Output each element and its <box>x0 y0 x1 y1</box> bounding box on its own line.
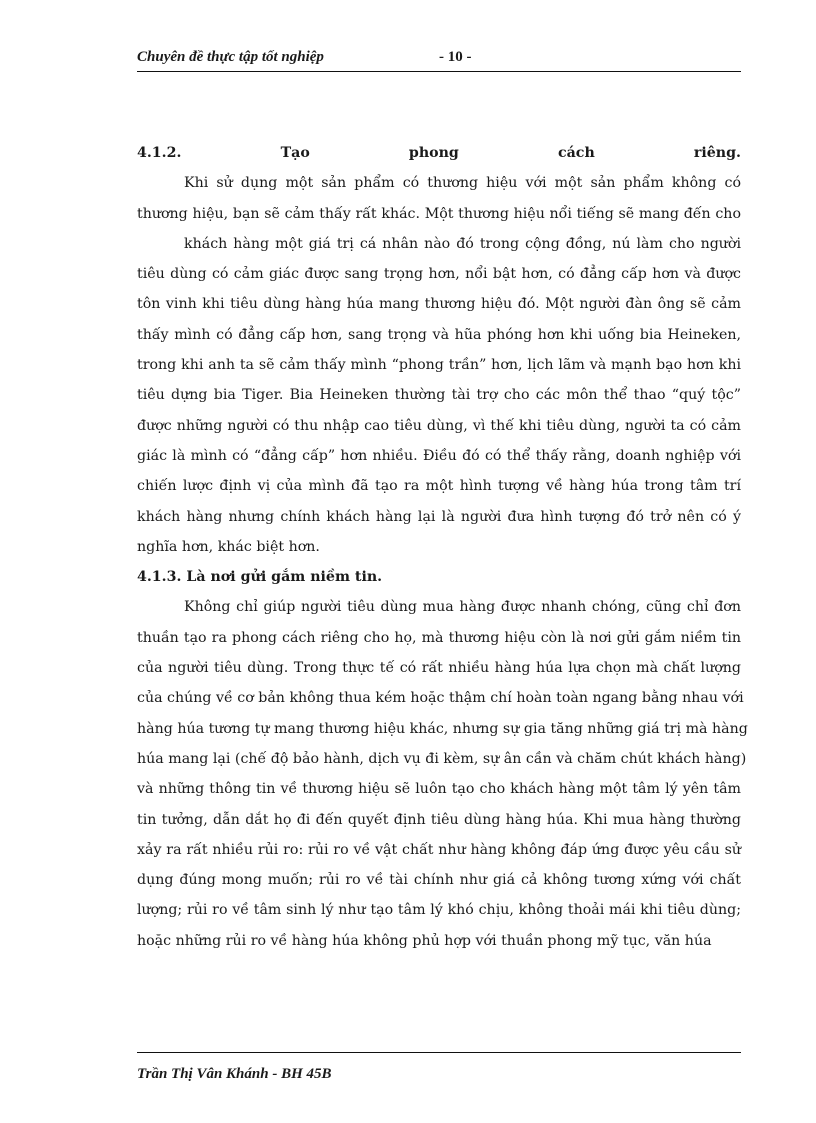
text-line: của chúng về cơ bản không thua kém hoặc thậm chí hoàn toàn ngang bằng nhau với <box>137 690 744 707</box>
text-line: tiêu dựng bia Tiger. Bia Heineken thường tài trợ cho các môn thể thao “quý tộc” <box>137 387 741 404</box>
section-heading-4-1-2 <box>137 138 741 168</box>
text-line: húa mang lại (chế độ bảo hành, dịch vụ đi kèm, sự ân cần và chăm chút khách hàng) <box>137 750 747 767</box>
text-line: Khi sử dụng một sản phẩm có thương hiệu với một sản phẩm không có <box>184 175 741 192</box>
paragraph-4-1-3 <box>137 592 748 956</box>
page-header <box>137 49 741 72</box>
text-line: giác là mình có “đẳng cấp” hơn nhiều. Điều đó có thể thấy rằng, doanh nghiệp với <box>137 447 741 464</box>
text-line: khách hàng một giá trị cá nhân nào đó trong cộng đồng, nú làm cho người <box>184 235 741 252</box>
section-number: 4.1.2. <box>137 145 182 161</box>
text-line: thấy mình có đẳng cấp hơn, sang trọng và hũa phóng hơn khi uống bia Heineken, <box>137 326 741 343</box>
text-line: dụng đúng mong muốn; rủi ro về tài chính như giá cả không tương xứng với chất <box>137 872 741 889</box>
text-line: trong khi anh ta sẽ cảm thấy mình “phong trần” hơn, lịch lãm và mạnh bạo hơn khi <box>137 357 741 374</box>
heading-word: Tạo <box>280 145 310 161</box>
section-heading-4-1-3: 4.1.3. Là nơi gửi gắm niềm tin. <box>137 569 383 586</box>
text-line: của người tiêu dùng. Trong thực tế có rất nhiều hàng húa lựa chọn mà chất lượng <box>137 660 741 677</box>
text-line: tin tưởng, dẫn dắt họ đi đến quyết định tiêu dùng hàng húa. Khi mua hàng thường <box>137 811 741 828</box>
heading-word: phong <box>408 145 459 161</box>
text-line: Không chỉ giúp người tiêu dùng mua hàng được nhanh chóng, cũng chỉ đơn <box>184 599 741 616</box>
heading-word: riêng. <box>693 145 741 161</box>
text-line: và những thông tin về thương hiệu sẽ luôn tạo cho khách hàng một tâm lý yên tâm <box>137 781 741 798</box>
paragraph-4-1-2 <box>137 168 741 562</box>
text-line: thuần tạo ra phong cách riêng cho họ, mà thương hiệu còn là nơi gửi gắm niềm tin <box>137 629 741 646</box>
text-line: được những người có thu nhập cao tiêu dùng, vì thế khi tiêu dùng, người ta có cảm <box>137 417 741 434</box>
text-line: tôn vinh khi tiêu dùng hàng húa mang thương hiệu đó. Một người đàn ông sẽ cảm <box>137 296 741 313</box>
page-body <box>137 138 748 956</box>
heading-word: cách <box>557 145 595 161</box>
text-line: chiến lược định vị của mình đã tạo ra một hình tượng về hàng húa trong tâm trí <box>137 478 741 495</box>
text-line: thương hiệu, bạn sẽ cảm thấy rất khác. Một thương hiệu nổi tiếng sẽ mang đến cho <box>137 205 741 222</box>
page-number: - 10 - <box>439 49 472 65</box>
text-line: tiêu dùng có cảm giác được sang trọng hơn, nổi bật hơn, có đẳng cấp hơn và được <box>137 266 741 283</box>
page-footer <box>137 1052 741 1083</box>
text-line: khách hàng nhưng chính khách hàng lại là người đưa hình tượng đó trở nên có ý <box>137 508 741 525</box>
text-line: nghĩa hơn, khác biệt hơn. <box>137 538 320 555</box>
text-line: lượng; rủi ro về tâm sinh lý như tạo tâm lý khó chịu, không thoải mái khi tiêu dùng; <box>137 902 741 919</box>
text-line: hàng húa tương tự mang thương hiệu khác, nhưng sự gia tăng những giá trị mà hàng <box>137 720 748 737</box>
text-line: xảy ra rất nhiều rủi ro: rủi ro về vật chất như hàng không đáp ứng được yêu cầu sử <box>137 841 741 858</box>
document-title: Chuyên đề thực tập tốt nghiệp <box>137 49 324 65</box>
author-line: Trần Thị Vân Khánh - BH 45B <box>137 1066 332 1082</box>
text-line: hoặc những rủi ro về hàng húa không phủ hợp với thuần phong mỹ tục, văn húa <box>137 932 712 949</box>
